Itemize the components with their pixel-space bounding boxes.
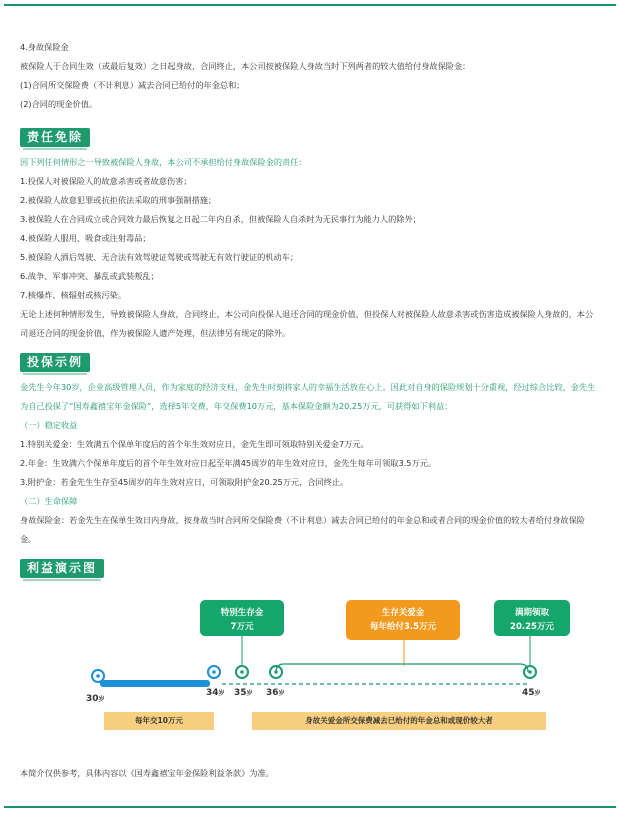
bottom-divider <box>4 806 616 808</box>
exemption-item: 4.被保险人服用、吸食或注射毒品； <box>20 233 151 243</box>
pin-34-icon <box>208 666 220 678</box>
exemption-item: 7.核爆炸、核辐射或核污染。 <box>20 290 127 300</box>
section4-line1: 被保险人于合同生效（或最后复效）之日起身故，合同终止，本公司按被保险人身故当时下列两者的较大值给付身故保险金： <box>20 61 471 71</box>
example-sub1: （一）稳定收益 <box>20 420 78 430</box>
care-fund-box <box>346 600 460 640</box>
annuity-bracket <box>276 664 528 672</box>
box3-title: 满期领取 <box>514 608 549 618</box>
age-30: 30岁 <box>86 694 105 704</box>
section4-line2: (1)合同所交保险费（不计利息）减去合同已给付的年金总和； <box>20 80 245 90</box>
box1-title: 特别生存金 <box>220 608 264 618</box>
benefit-item: 1.特别关爱金：生效满五个保单年度后的首个年生效对应日，金先生即可领取特别关爱金7万元。 <box>20 439 369 449</box>
exemption-intro: 因下列任何情形之一导致被保险人身故，本公司不承担给付身故保险金的责任： <box>20 157 307 167</box>
age-35: 35岁 <box>234 688 253 698</box>
maturity-box <box>494 600 570 636</box>
payment-label-bar: 每年交10万元 <box>104 712 214 730</box>
box2-value: 每年给付3.5万元 <box>369 622 437 632</box>
age-45: 45岁 <box>522 688 541 698</box>
exemption-heading: 责任免除 <box>20 128 90 147</box>
pin-35-icon <box>236 666 248 678</box>
section4-line3: (2)合同的现金价值。 <box>20 99 98 109</box>
box2-title: 生存关爱金 <box>381 608 425 618</box>
age-36: 36岁 <box>266 688 285 698</box>
special-survival-box <box>200 600 284 636</box>
benefit-timeline <box>0 588 620 788</box>
example-intro: 金先生今年30岁，企业高级管理人员，作为家庭的经济支柱，金先生时刻将家人的幸福生活放在心上。因此对自身的保险规划十分重视，经过综合比较，金先生为自己投保了“国寿鑫禧宝年金保险”，选择5年交费，年交保费10万元，基本保险金额为20.25万元，可获得如下利益： <box>20 382 596 411</box>
exemption-item: 3.被保险人在合同成立或合同效力最后恢复之日起二年内自杀，但被保险人自杀时为无民事行为能力人的除外； <box>20 214 421 224</box>
pin-36-icon <box>270 666 282 678</box>
pin-45-icon <box>524 666 536 678</box>
exemption-closing: 无论上述何种情形发生，导致被保险人身故，合同终止，本公司向投保人退还合同的现金价值，但投保人对被保险人故意杀害或伤害造成被保险人身故的，本公司退还合同的现金价值，作为被保险人遗产处理，但法律另有规定的除外。 <box>20 309 594 338</box>
section4-title: 4.身故保险金 <box>20 42 69 52</box>
benefit-item: 2.年金：生效满六个保单年度后的首个年生效对应日起至年满45周岁的年生效对应日，金先生每年可领取3.5万元。 <box>20 458 437 468</box>
pin-30-icon <box>92 670 104 682</box>
benefit-item: 3.附护金：若金先生生存至45周岁的年生效对应日，可领取附护金20.25万元，合同终止。 <box>20 477 349 487</box>
chart-heading: 利益演示图 <box>20 559 104 578</box>
example-protection: 身故保险金：若金先生在保单生效日内身故，按身故当时合同所交保险费（不计利息）减去合同已给付的年金总和或者合同的现金价值的较大者给付身故保险金。 <box>20 515 585 544</box>
box3-value: 20.25万元 <box>510 622 554 632</box>
payment-bar <box>100 680 210 687</box>
exemption-item: 5.被保险人酒后驾驶、无合法有效驾驶证驾驶或驾驶无有效行驶证的机动车； <box>20 252 299 262</box>
exemption-item: 6.战争、军事冲突、暴乱或武装叛乱； <box>20 271 159 281</box>
content <box>20 38 600 584</box>
box1-value: 7万元 <box>230 622 254 632</box>
age-34: 34岁 <box>206 688 225 698</box>
example-heading: 投保示例 <box>20 353 90 372</box>
exemption-item: 2.被保险人故意犯罪或抗拒依法采取的刑事强制措施； <box>20 195 217 205</box>
footer-note: 本简介仅供参考，具体内容以《国寿鑫禧宝年金保险利益条款》为准。 <box>20 768 274 778</box>
top-divider <box>4 4 616 6</box>
example-sub2: （二）生命保障 <box>20 496 78 506</box>
exemption-item: 1.投保人对被保险人的故意杀害或者故意伤害； <box>20 176 192 186</box>
death-benefit-bar: 身故关爱金所交保费减去已给付的年金总和或现价较大者 <box>252 712 546 730</box>
